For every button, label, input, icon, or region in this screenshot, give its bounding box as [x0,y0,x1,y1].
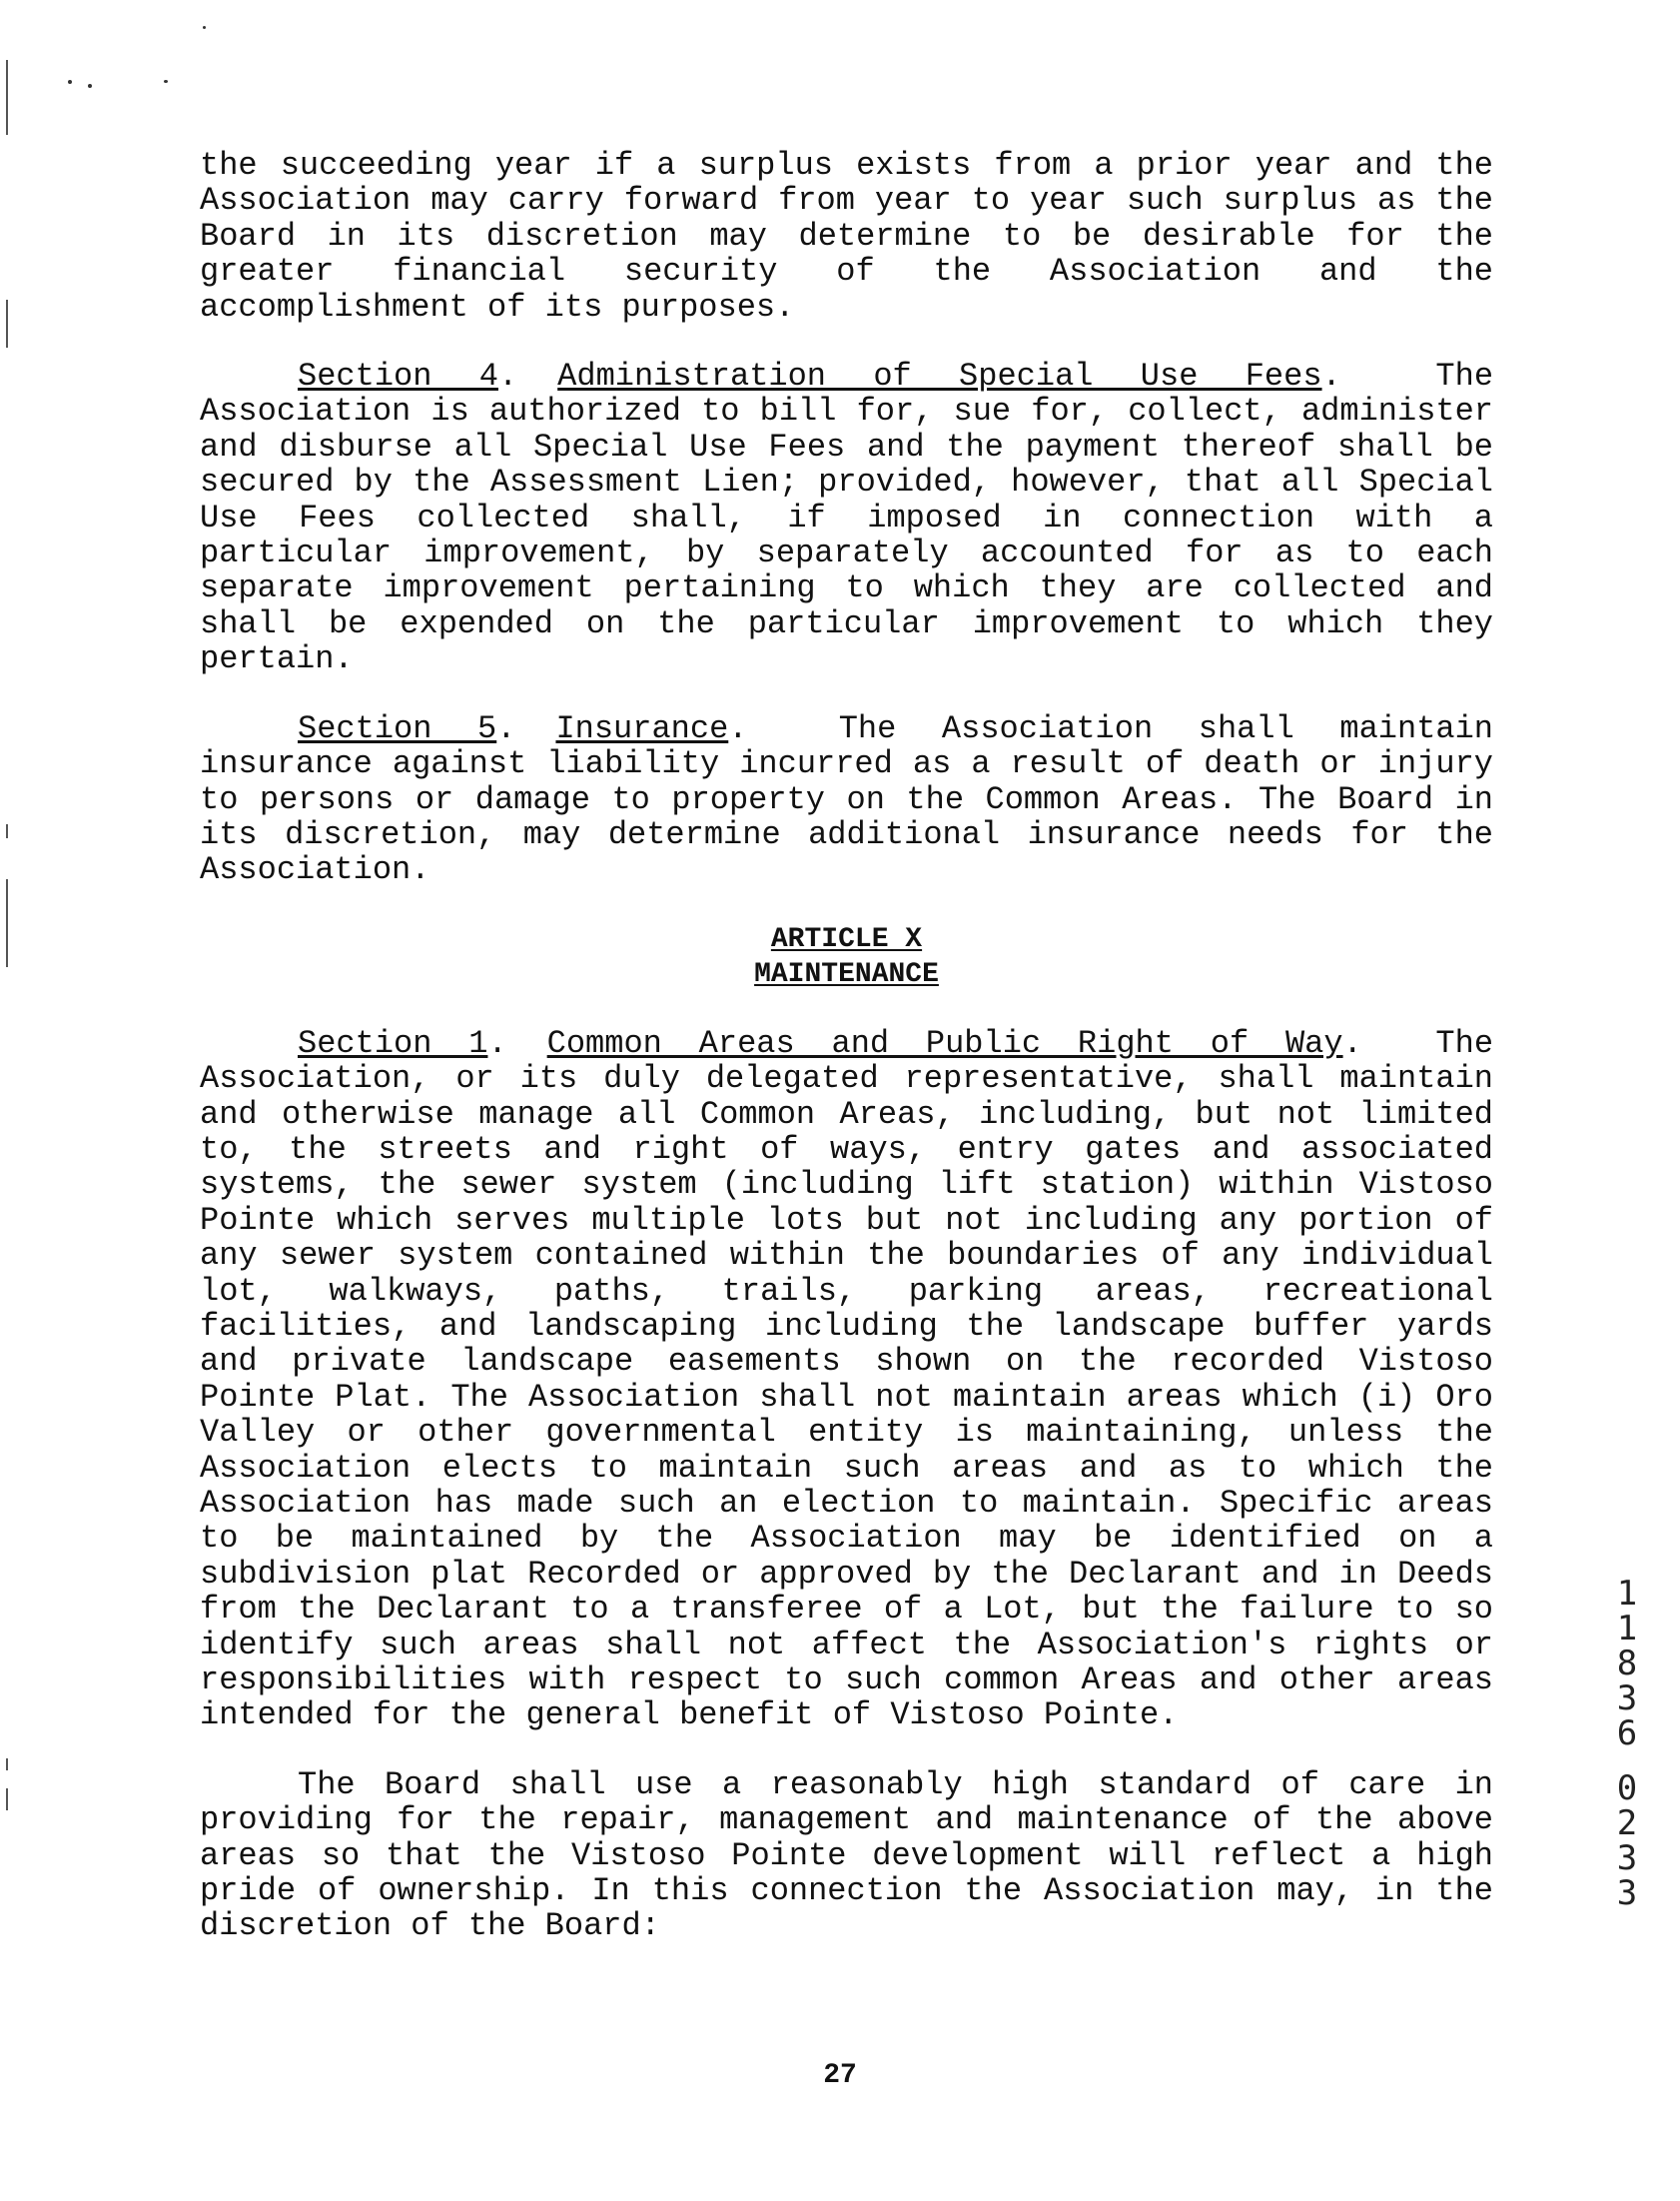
recording-digit: 6 [1616,1713,1638,1753]
board-paragraph: The Board shall use a reasonably high standard of care in providing for the repair, management and maintenance of the above areas so that the Vistoso Pointe development will reflect a high pride of ownership. In this connection the Association may, in the discretion of the Board: [200,1765,1493,1945]
recording-digit: 0 [1616,1768,1638,1808]
scan-speck [68,80,72,84]
article-section-1-label: Section 1 [298,1024,488,1062]
scan-margin-mark [6,824,8,838]
continuation-paragraph: the succeeding year if a surplus exists from a prior year and the Association may carry forward from year to year such surplus as the Board in its discretion may determine to be desirable for the greater financial security of the Association and the accomplishment of its purposes. [200,147,1493,326]
article-section-1-paragraph: Section 1. Common Areas and Public Right of Way. The Association, or its duly delegated representative, shall maintain and otherwise manage all Common Areas, including, but not limited to, the streets and right of ways, entry gates and associated systems, the sewer system (including lift station) within Vistoso Pointe which serves multiple lots but not including any portion of any sewer system contained within the boundaries of any individual lot, walkways, paths, trails, parking areas, recreational facilities, and landscaping including the landscape buffer yards and private landscape easements shown on the recorded Vistoso Pointe Plat. The Association shall not maintain areas which (i) Oro Valley or other governmental entity is maintaining, unless the Association elects to maintain such areas and as to which the Association has made such an election to maintain. Specific areas to be maintained by the Association may be identified on a subdivision plat Recorded or approved by the Declarant and in Deeds from the Declarant to a transferee of a Lot, but the failure to so identify such areas shall not affect the Association's rights or responsibilities with respect to such common Areas and other areas intended for the general benefit of Vistoso Pointe. [200,1024,1494,1734]
page-number: 27 [823,2060,857,2091]
recording-digit: 1 [1616,1609,1638,1649]
article-title: MAINTENANCE [754,958,939,990]
article-number: ARTICLE X [770,923,923,955]
recording-number [1610,1574,1644,1913]
scan-speck [164,80,168,83]
section-4-title: Administration of Special Use Fees [557,358,1322,396]
scan-margin-mark [6,60,8,135]
scan-speck [203,26,206,29]
scan-margin-mark [6,879,8,967]
article-heading [200,922,1493,992]
section-4-body: The Association is authorized to bill for, sue for, collect, administer and disburse all Special Use Fees and the payment thereof shall be secured by the Assessment Lien; provided, however, that all Special Use Fees collected shall, if imposed in connection with a particular improvement, by separately accounted for as to each separate improvement pertaining to which they are collected and shall be expended on the particular improvement to which they pertain. [200,358,1494,678]
scan-margin-mark [6,300,8,348]
section-5-title: Insurance [555,709,729,747]
scan-speck [88,84,92,88]
recording-digit: 3 [1616,1873,1638,1913]
section-4-paragraph: Section 4. Administration of Special Use Fees. The Association is authorized to bill for, sue for, collect, administer and disburse all Special Use Fees and the payment thereof shall be secured by the Assessment Lien; provided, however, that all Special Use Fees collected shall, if imposed in connection with a particular improvement, by separately accounted for as to each separate improvement pertaining to which they are collected and shall be expended on the particular improvement to which they pertain. [200,358,1494,678]
recording-digit: 3 [1616,1838,1638,1878]
article-section-1-body: The Association, or its duly delegated representative, shall maintain and otherwise manage all Common Areas, including, but not limited to, the streets and right of ways, entry gates and associated systems, the sewer system (including lift station) within Vistoso Pointe which serves multiple lots but not including any portion of any sewer system contained within the boundaries of any individual lot, walkways, paths, trails, parking areas, recreational facilities, and landscaping including the landscape buffer yards and private landscape easements shown on the recorded Vistoso Pointe Plat. The Association shall not maintain areas which (i) Oro Valley or other governmental entity is maintaining, unless the Association elects to maintain such areas and as to which the Association has made such an election to maintain. Specific areas to be maintained by the Association may be identified on a subdivision plat Recorded or approved by the Declarant and in Deeds from the Declarant to a transferee of a Lot, but the failure to so identify such areas shall not affect the Association's rights or responsibilities with respect to such common Areas and other areas intended for the general benefit of Vistoso Pointe. [200,1024,1494,1734]
section-5-body: The Association shall maintain insurance against liability incurred as a result of death or injury to persons or damage to property on the Common Areas. The Board in its discretion, may determine additional insurance needs for the Association. [200,709,1493,889]
scan-margin-mark [6,1788,8,1810]
section-5-paragraph: Section 5. Insurance. The Association shall maintain insurance against liability incurred as a result of death or injury to persons or damage to property on the Common Areas. The Board in its discretion, may determine additional insurance needs for the Association. [200,709,1493,889]
document-body [200,148,1493,1978]
section-5-label: Section 5 [298,709,497,747]
recording-digit: 3 [1616,1678,1638,1718]
recording-digit: 1 [1616,1574,1638,1614]
section-4-label: Section 4 [298,358,498,396]
scan-margin-mark [6,1758,8,1770]
recording-digit: 8 [1616,1644,1638,1683]
recording-digit: 2 [1616,1803,1638,1843]
article-section-1-title: Common Areas and Public Right of Way [546,1024,1343,1062]
